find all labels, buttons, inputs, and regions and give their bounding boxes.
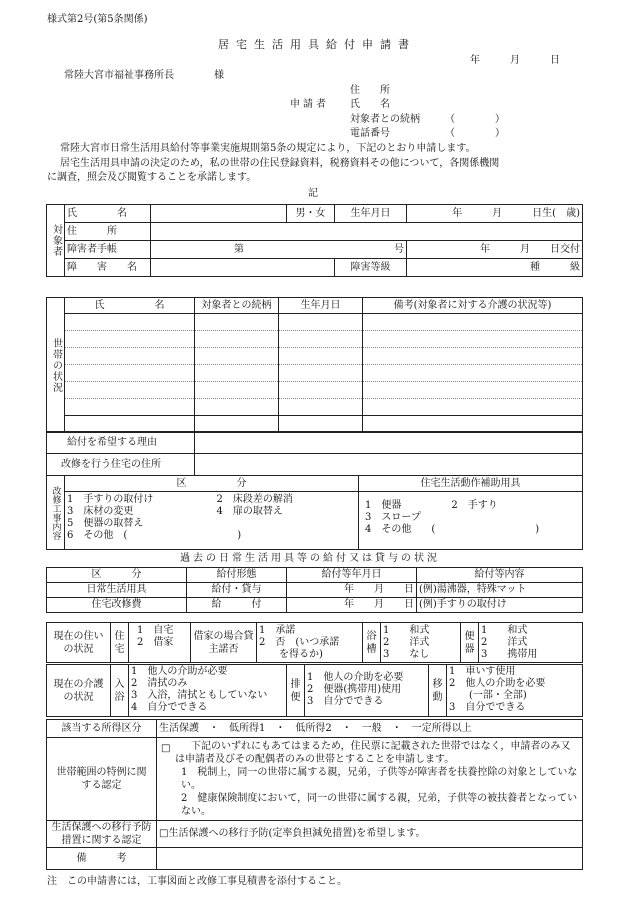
household-header-name: 氏 名	[65, 298, 195, 314]
household-cell[interactable]	[279, 314, 363, 331]
household-cell[interactable]	[279, 331, 363, 348]
subject-side-label: 対象者	[47, 205, 65, 277]
renovation-table	[46, 475, 583, 550]
renovation-option[interactable]: 4 扉の取替え	[216, 506, 283, 517]
bath-option[interactable]: 2 洋式	[383, 637, 430, 648]
footnote: 注 この申請書には，工事図面と改修工事見積書を添付すること。	[47, 876, 347, 887]
aid-option[interactable]: 3 スロープ	[365, 512, 421, 523]
grade-label: 障害等級	[335, 259, 407, 277]
subject-name-field[interactable]	[151, 205, 287, 223]
excretion-label: 排便	[287, 665, 305, 717]
household-side-label: 世帯の状況	[47, 298, 65, 433]
house-label: 住宅	[111, 623, 129, 663]
dob-label: 生年月日	[335, 205, 407, 223]
care-bath-label: 入浴	[111, 665, 129, 717]
transition-checkbox[interactable]: □生活保護への移行予防(定率負担減免措置)を希望します。	[157, 821, 583, 848]
excretion-option[interactable]: 2 便器(携帯用)使用	[307, 684, 402, 695]
past-header-content: 給付等内容	[417, 568, 583, 583]
subject-name-label: 氏 名	[65, 205, 151, 223]
household-cell[interactable]	[363, 399, 583, 416]
applicant-address-label: 住 所	[350, 85, 390, 96]
intro-text-3: に調査，照会及び閲覧することを承諾します。	[47, 172, 257, 183]
intro-text-1: 常陸大宮市日常生活用具給付等事業実施規則第5条の規定により，下記のとおり申請します。	[60, 143, 476, 154]
bath-label: 浴槽	[363, 623, 381, 663]
move-option[interactable]: 2 他人の介助を必要	[449, 678, 546, 689]
applicant-name-label: 氏 名	[350, 99, 390, 110]
rental-option[interactable]: 2 否 (いつ承諾	[259, 637, 340, 648]
household-cell[interactable]	[195, 314, 279, 331]
household-cell[interactable]	[363, 365, 583, 382]
rental-label: 借家の場合貸主諾否	[191, 623, 257, 663]
household-header-dob: 生年月日	[279, 298, 363, 314]
housing-table	[46, 622, 583, 663]
household-cell[interactable]	[363, 348, 583, 365]
reason-table	[46, 431, 583, 476]
rental-option: を得るか)	[259, 649, 323, 660]
intro-text-2: 居宅生活用具申請の決定のため，私の世帯の住民登録資料，税務資料その他について，各関係機関	[60, 158, 500, 169]
household-row[interactable]	[65, 331, 195, 348]
toilet-option[interactable]: 3 携帯用	[481, 649, 538, 660]
household-cell[interactable]	[195, 348, 279, 365]
past-header-date: 給付等年月日	[287, 568, 417, 583]
household-row[interactable]	[65, 382, 195, 399]
house-address-label: 改修を行う住宅の住所	[47, 454, 195, 476]
special-item-2: 2 健康保険制度において，同一の世帯に属する親，兄弟，子供等の被扶養者となっていない。	[181, 793, 578, 817]
past-row-category: 日常生活用具	[47, 583, 187, 598]
care-table	[46, 664, 583, 717]
housing-label: 現在の住いの状況	[47, 623, 111, 663]
household-row[interactable]	[65, 399, 195, 416]
toilet-option[interactable]: 2 洋式	[481, 637, 528, 648]
household-cell[interactable]	[363, 416, 583, 433]
applicant-phone-label: 電話番号 （ ）	[350, 128, 505, 139]
handbook-number-field[interactable]: 第 号	[151, 241, 407, 259]
household-cell[interactable]	[363, 331, 583, 348]
reason-field[interactable]	[195, 432, 583, 454]
past-row-date[interactable]: 年 月 日	[287, 583, 417, 598]
move-label: 移動	[429, 665, 447, 717]
special-text: 下記のいずれにもあてはまるため，住民票に記載された世帯ではなく，申請者のみ又は申請者及びその配偶者のみの世帯とすることを申請します。	[175, 741, 571, 765]
household-cell[interactable]	[279, 399, 363, 416]
household-cell[interactable]	[279, 365, 363, 382]
addressee: 常陸大宮市福祉事務所長 様	[64, 70, 224, 81]
household-header-relation: 対象者との続柄	[195, 298, 279, 314]
dob-field[interactable]: 年 月 日生( 歳)	[407, 205, 583, 223]
disability-label: 障 害 名	[65, 259, 151, 277]
form-number: 様式第2号(第5条関係)	[47, 14, 148, 25]
applicant-relation-label: 対象者との続柄 （ ）	[350, 114, 505, 125]
subject-address-label: 住 所	[65, 223, 151, 241]
move-option: (一部・全部)	[449, 690, 527, 701]
handbook-issued-field[interactable]: 年 月 日交付	[407, 241, 583, 259]
applicant-label: 申請者	[290, 99, 329, 110]
rental-option[interactable]: 1 承諾	[259, 625, 296, 636]
household-cell[interactable]	[279, 416, 363, 433]
subject-address-field[interactable]	[151, 223, 583, 241]
past-header-category: 区 分	[47, 568, 187, 583]
past-row-date[interactable]: 年 月 日	[287, 598, 417, 613]
renovation-section-header: 区 分	[65, 476, 359, 492]
care-bath-option[interactable]: 4 自分でできる	[131, 702, 208, 713]
past-row-form[interactable]: 給付・貸与	[187, 583, 287, 598]
ki-heading: 記	[308, 188, 318, 199]
renovation-option[interactable]: 6 その他 ( )	[67, 530, 242, 541]
household-cell[interactable]	[363, 314, 583, 331]
past-header-form: 給付形態	[187, 568, 287, 583]
bath-option[interactable]: 1 和式	[383, 625, 430, 636]
household-cell[interactable]	[195, 331, 279, 348]
past-row-category: 住宅改修費	[47, 598, 187, 613]
special-label: 世帯範囲の特例に関する認定	[47, 738, 157, 821]
care-bath-option[interactable]: 2 清拭のみ	[131, 678, 188, 689]
move-option[interactable]: 1 車いす使用	[449, 666, 516, 677]
income-options[interactable]: 生活保護 ・ 低所得1 ・ 低所得2 ・ 一般 ・ 一定所得以上	[157, 720, 583, 738]
special-item-1: 1 税制上，同一の世帯に属する親，兄弟，子供等が障害者を扶養控除の対象としていない。	[181, 767, 578, 791]
date-line: 年 月 日	[470, 55, 560, 66]
special-checkbox[interactable]: □	[161, 743, 171, 754]
household-cell[interactable]	[363, 382, 583, 399]
past-table	[46, 567, 583, 613]
handbook-label: 障害者手帳	[65, 241, 151, 259]
household-cell[interactable]	[195, 399, 279, 416]
past-row-content[interactable]: (例)手すりの取付け	[417, 598, 583, 613]
bath-option[interactable]: 3 なし	[383, 649, 430, 660]
household-cell[interactable]	[279, 348, 363, 365]
house-address-field[interactable]	[195, 454, 583, 476]
past-row-content[interactable]: (例)湯沸器，特殊マット	[417, 583, 583, 598]
household-cell[interactable]	[195, 416, 279, 433]
past-row-form[interactable]: 給 付	[187, 598, 287, 613]
household-cell[interactable]	[279, 382, 363, 399]
remarks-field[interactable]	[157, 848, 583, 870]
household-row[interactable]	[65, 416, 195, 433]
past-title: 過去の日常生活用具等の給付又は貸与の状況	[180, 553, 440, 564]
aid-option[interactable]: 1 便器 2 手すり	[365, 500, 498, 511]
renovation-option[interactable]: 5 便器の取替え	[67, 518, 144, 529]
remarks-label: 備 考	[47, 848, 157, 870]
grade-field[interactable]: 種 級	[407, 259, 583, 277]
excretion-option[interactable]: 3 自分でできる	[307, 696, 384, 707]
care-bath-option[interactable]: 3 入浴，清拭ともしていない	[131, 690, 268, 701]
care-bath-option[interactable]: 1 他人の介助が必要	[131, 666, 228, 677]
income-label: 該当する所得区分	[47, 720, 157, 738]
renovation-option[interactable]: 1 手すりの取付け	[67, 494, 154, 505]
form-title: 居宅生活用具給付申請書	[218, 38, 416, 51]
household-cell[interactable]	[195, 365, 279, 382]
household-row[interactable]	[65, 348, 195, 365]
household-table	[46, 297, 583, 433]
sex-select[interactable]: 男・女	[287, 205, 335, 223]
house-option[interactable]: 1 自宅	[137, 625, 174, 636]
household-row[interactable]	[65, 365, 195, 382]
excretion-option[interactable]: 1 他人の介助を必要	[307, 672, 404, 683]
renovation-side-label: 改修工事内容	[47, 476, 65, 550]
transition-label: 生活保護への移行予防措置に関する認定	[47, 821, 157, 848]
renovation-option[interactable]: 2 床段差の解消	[216, 494, 293, 505]
house-option[interactable]: 2 借家	[137, 637, 174, 648]
income-table	[46, 719, 583, 870]
household-cell[interactable]	[195, 382, 279, 399]
subject-table	[46, 204, 583, 277]
disability-field[interactable]	[151, 259, 335, 277]
household-row[interactable]	[65, 314, 195, 331]
household-header-remarks: 備考(対象者に対する介護の状況等)	[363, 298, 583, 314]
renovation-option[interactable]: 3 床材の変更	[67, 506, 134, 517]
reason-label: 給付を希望する理由	[47, 432, 195, 454]
move-option[interactable]: 3 自分でできる	[449, 702, 526, 713]
care-label: 現在の介護の状況	[47, 665, 111, 717]
aid-option[interactable]: 4 その他 ( )	[365, 524, 540, 535]
toilet-label: 便器	[461, 623, 479, 663]
aid-header: 住宅生活動作補助用具	[359, 476, 583, 492]
toilet-option[interactable]: 1 和式	[481, 625, 528, 636]
